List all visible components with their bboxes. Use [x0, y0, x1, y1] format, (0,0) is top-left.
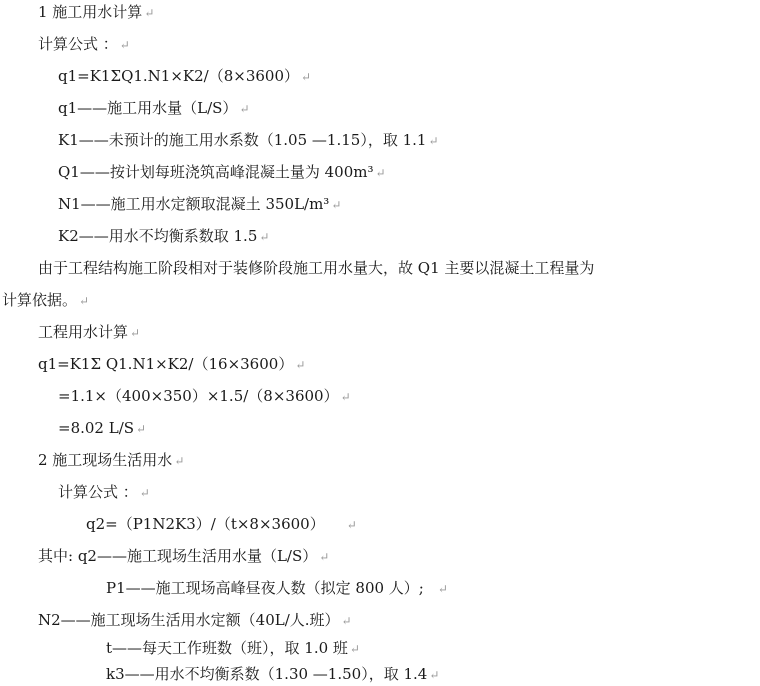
paragraph-mark-icon — [136, 422, 146, 436]
paragraph-mark-icon — [428, 134, 438, 148]
section-heading-1: 1 施工用水计算 ↵ — [38, 2, 154, 22]
paragraph-mark-icon — [331, 198, 341, 212]
formula-label: 计算公式 ： ↵ — [38, 34, 130, 54]
definition-line: N1——施工用水定额取混凝土 350L/m³ ↵ — [58, 194, 341, 214]
paragraph-mark-icon — [295, 358, 305, 372]
paragraph-mark-icon — [144, 6, 154, 20]
subheading: 工程用水计算 ↵ — [38, 322, 140, 342]
paragraph-mark-icon — [120, 38, 130, 52]
section-heading-2: 2 施工现场生活用水 ↵ — [38, 450, 184, 470]
paragraph-mark-icon — [140, 486, 150, 500]
definition-line: P1——施工现场高峰昼夜人数（拟定 800 人）; ↵ — [106, 578, 448, 598]
definition-line: K1——未预计的施工用水系数（1.05 —1.15），取 1.1 ↵ — [58, 130, 439, 150]
paragraph-mark-icon — [342, 614, 352, 628]
paragraph-mark-icon — [239, 102, 249, 116]
definition-line: N2——施工现场生活用水定额（40L/人.班） ↵ — [38, 610, 352, 630]
definition-line: Q1——按计划每班浇筑高峰混凝土量为 400m³ ↵ — [58, 162, 386, 182]
formula-line: q1=K1Σ Q1.N1×K2/（16×3600） ↵ — [38, 354, 305, 374]
paragraph-mark-icon — [341, 390, 351, 404]
definition-line: q1——施工用水量（L/S） ↵ — [58, 98, 250, 118]
body-paragraph: 由于工程结构施工阶段相对于装修阶段施工用水量大，故 Q1 主要以混凝土工程量为 — [38, 259, 595, 277]
paragraph-mark-icon — [319, 550, 329, 564]
paragraph-mark-icon — [301, 70, 311, 84]
formula-line: =1.1×（400×350）×1.5/（8×3600） ↵ — [58, 386, 351, 406]
paragraph-mark-icon — [259, 230, 269, 244]
paragraph-mark-icon — [130, 326, 140, 340]
paragraph-mark-icon — [429, 668, 439, 682]
definition-line: 其中: q2——施工现场生活用水量（L/S） ↵ — [38, 546, 329, 566]
definition-line: k3——用水不均衡系数（1.30 —1.50），取 1.4 ↵ — [106, 664, 439, 684]
paragraph-mark-icon — [438, 582, 448, 596]
paragraph-mark-icon — [79, 294, 89, 308]
paragraph-mark-icon — [375, 166, 385, 180]
paragraph-mark-icon — [350, 642, 360, 656]
definition-line: K2——用水不均衡系数取 1.5 ↵ — [58, 226, 269, 246]
paragraph-mark-icon — [347, 518, 357, 532]
paragraph-mark-icon — [174, 454, 184, 468]
formula-label: 计算公式 ： ↵ — [58, 482, 150, 502]
definition-line: t——每天工作班数（班），取 1.0 班 ↵ — [106, 638, 360, 658]
formula-result: =8.02 L/S ↵ — [58, 418, 146, 438]
formula-line: q1=K1ΣQ1.N1×K2/（8×3600） ↵ — [58, 66, 311, 86]
formula-line: q2=（P1N2K3）/（t×8×3600） ↵ — [86, 514, 357, 534]
body-paragraph-continued: 计算依据。 ↵ — [2, 290, 89, 310]
